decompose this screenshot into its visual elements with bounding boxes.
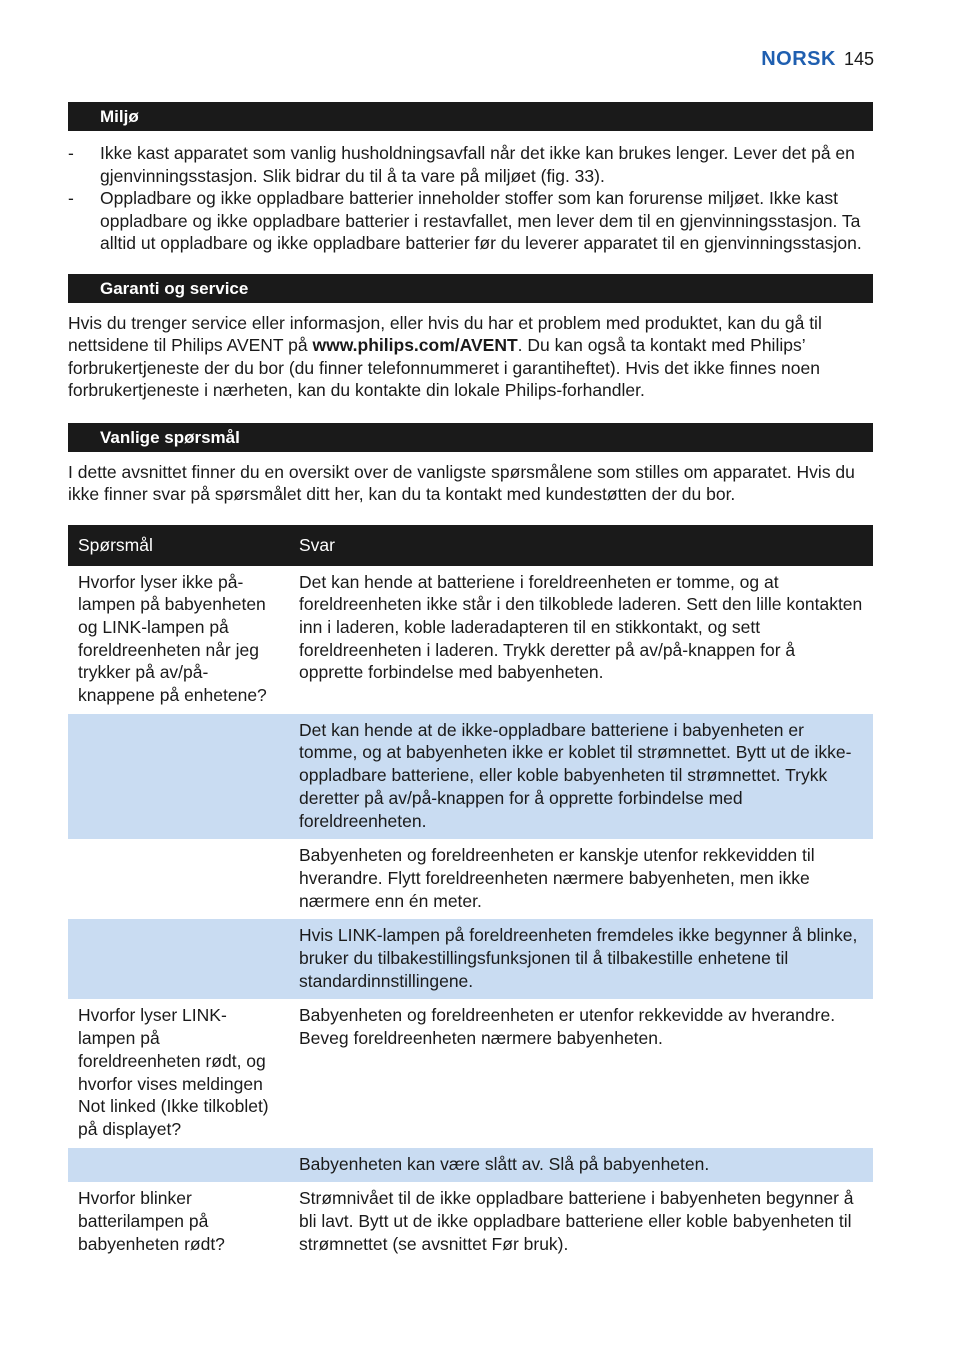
answer-cell: Strømnivået til de ikke oppladbare batteriene i babyenheten begynner å bli lavt. Bytt ut de ikke oppladbare batteriene eller koble babyenheten til strømnettet (se avsnittet Før bruk). (299, 1188, 854, 1254)
answer-cell: Babyenheten og foreldreenheten er kanskje utenfor rekkevidden til hverandre. Flytt foreldreenheten nærmere babyenheten, men ikke nærmere enn én meter. (299, 845, 815, 911)
list-item: - Ikke kast apparatet som vanlig husholdningsavfall når det ikke kan brukes lenger. Lever det på en gjenvinningsstasjon. Slik bidrar du til å ta vare på miljøet (fig. 33). (68, 143, 855, 186)
page-number: 145 (843, 49, 874, 69)
question-cell (68, 1148, 289, 1183)
question-cell: Hvorfor blinker batterilampen på babyenheten rødt? (78, 1188, 225, 1254)
question-cell: Hvorfor lyser ikke på-lampen på babyenheten og LINK-lampen på foreldreenheten når jeg trykker på av/på-knappene på enhetene? (78, 571, 267, 706)
answer-cell: Det kan hende at batteriene i foreldreenheten er tomme, og at foreldreenheten ikke står i den tilkoblede laderen. Sett den lille kontakten inn i laderen, koble laderadapteren til en stikkontakt, og sett foreldreenheten i laderen. Trykk deretter på av/på-knappen for å opprette forbindelse med babyenheten. (299, 571, 863, 683)
answer-cell: Det kan hende at de ikke-oppladbare batteriene i babyenheten er tomme, og at babyenheten ikke er koblet til strømnettet. Bytt ut de ikke-oppladbare batteriene, eller koble babyenheten til strømnettet. Trykk deretter på av/på-knappen for å opprette forbindelse med foreldreenheten. (289, 714, 873, 840)
table-row (68, 839, 873, 919)
section-header-garanti: Garanti og service (68, 274, 873, 303)
page-content (68, 102, 873, 1262)
table-row (68, 1148, 873, 1183)
garanti-text-end: . Du kan også ta kontakt med Philips’ forbrukertjeneste der du bor (du finner telefonnummeret i garantiheftet). Hvis det ikke finnes noen forbrukertjeneste i nærheten, kan du kontakte din lokale Philips-forhandler. (68, 335, 820, 400)
faq-table (68, 525, 873, 1263)
answer-cell: Babyenheten kan være slått av. Slå på babyenheten. (289, 1148, 873, 1183)
list-item-text: Ikke kast apparatet som vanlig husholdningsavfall når det ikke kan brukes lenger. Lever det på en gjenvinningsstasjon. Slik bidrar du til å ta vare på miljøet (fig. 33). (100, 143, 855, 186)
garanti-text-start: Hvis du trenger service eller informasjon, eller hvis du har et problem med produktet, kan du gå til nettsidene til Philips AVENT på (68, 312, 822, 355)
list-item-text: Oppladbare og ikke oppladbare batterier inneholder stoffer som kan forurense miljøet. Ikke kast oppladbare og ikke oppladbare batterier i restavfallet, men lever dem til en gjenvinningsstasjon. Ta alltid ut oppladbare og ikke oppladbare batterier før du leverer apparatet til en gjenvinningsstasjon. (100, 188, 862, 253)
question-cell (68, 839, 289, 919)
question-cell (68, 919, 289, 999)
table-row (68, 714, 873, 840)
table-row (68, 999, 873, 1147)
column-header-question: Spørsmål (68, 525, 289, 566)
question-cell: Hvorfor lyser LINK-lampen på foreldreenheten rødt, og hvorfor vises meldingen Not linked (Ikke tilkoblet) på displayet? (78, 1005, 269, 1139)
page-header (761, 48, 874, 71)
section-header-faq: Vanlige spørsmål (68, 423, 873, 452)
miljo-list (68, 142, 873, 255)
garanti-paragraph (68, 312, 873, 402)
section-header-miljo: Miljø (68, 102, 873, 131)
list-item: - Oppladbare og ikke oppladbare batterier inneholder stoffer som kan forurense miljøet. Ikke kast oppladbare og ikke oppladbare batterier i restavfallet, men lever dem til en gjenvinningsstasjon. Ta alltid ut oppladbare og ikke oppladbare batterier før du leverer apparatet til en gjenvinningsstasjon. (68, 188, 862, 253)
table-row (68, 566, 873, 714)
answer-cell: Hvis LINK-lampen på foreldreenheten fremdeles ikke begynner å blinke, bruker du tilbakestillingsfunksjonen til å tilbakestille enhetene til standardinnstillingene. (289, 919, 873, 999)
philips-url-link[interactable]: www.philips.com/AVENT (312, 335, 518, 355)
faq-intro: I dette avsnittet finner du en oversikt over de vanligste spørsmålene som stilles om apparatet. Hvis du ikke finner svar på spørsmålet ditt her, kan du ta kontakt med kundestøtten der du bor. (68, 461, 855, 504)
question-cell (68, 714, 289, 840)
table-header-row (68, 525, 873, 566)
column-header-answer: Svar (289, 525, 873, 566)
answer-cell: Babyenheten og foreldreenheten er utenfor rekkevidde av hverandre. Beveg foreldreenheten nærmere babyenheten. (299, 1005, 836, 1049)
language-label: NORSK (761, 48, 836, 70)
table-row (68, 919, 873, 999)
table-row (68, 1182, 873, 1262)
